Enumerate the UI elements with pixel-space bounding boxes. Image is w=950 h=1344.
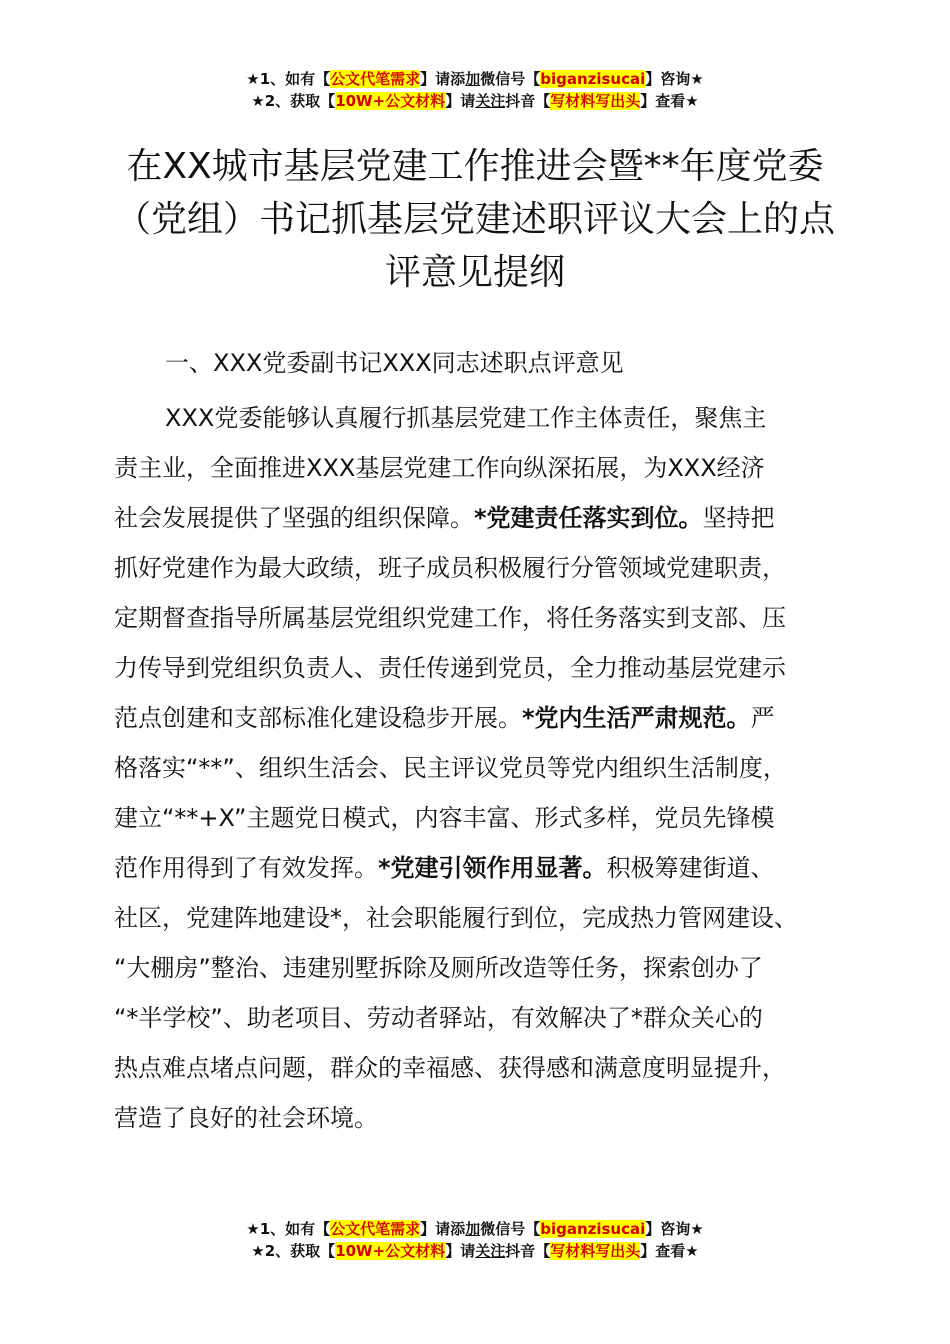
banner-text: ★1、如有【 (246, 70, 331, 88)
banner-line-2 (0, 1240, 950, 1262)
banner-text: 抖音【 (505, 1242, 551, 1260)
banner-line-1 (0, 1218, 950, 1240)
text-run: 坚持把 (702, 504, 775, 532)
banner-douyin-id: 写材料写出头 (550, 92, 641, 110)
title-line: （党组）书记抓基层党建述职评议大会上的点 (114, 199, 835, 240)
banner-underlined: 加 (465, 1220, 481, 1238)
banner-text: ★2、获取【 (251, 92, 336, 110)
section-heading: 一、XXX党委副书记XXX同志述职点评意见 (165, 349, 624, 377)
banner-underlined: 加 (465, 70, 481, 88)
banner-highlight: 公文代笔需求 (330, 1220, 421, 1238)
text-run: 积极筹建街道、 (606, 854, 775, 882)
body-text (114, 393, 854, 1143)
paragraph-line: 力传导到党组织负责人、责任传递到党员，全力推动基层党建示 (114, 654, 786, 682)
banner-highlight: 10W+公文材料 (335, 92, 446, 110)
banner-text: 微信号【 (480, 1220, 541, 1238)
banner-wechat-id: biganzisucai (540, 1220, 646, 1238)
text-run: 社会发展提供了坚强的组织保障。 (114, 504, 474, 532)
paragraph-line: 抓好党建作为最大政绩，班子成员积极履行分管领域党建职责， (114, 554, 786, 582)
text-run: 严 (750, 704, 775, 732)
banner-highlight: 公文代笔需求 (330, 70, 421, 88)
top-banner (0, 68, 950, 112)
banner-underlined: 关注 (475, 92, 506, 110)
banner-text: 】咨询★ (645, 1220, 704, 1238)
paragraph-line: 定期督查指导所属基层党组织党建工作，将任务落实到支部、压 (114, 604, 786, 632)
banner-highlight: 10W+公文材料 (335, 1242, 446, 1260)
banner-wechat-id: biganzisucai (540, 70, 646, 88)
paragraph-line (114, 693, 854, 743)
banner-text: 】请添 (420, 70, 466, 88)
bottom-banner (0, 1218, 950, 1262)
text-run: 范点创建和支部标准化建设稳步开展。 (114, 704, 522, 732)
paragraph-line: 建立“**+X”主题党日模式，内容丰富、形式多样，党员先锋模 (114, 804, 775, 832)
banner-underlined: 关注 (475, 1242, 506, 1260)
paragraph-line: XXX党委能够认真履行抓基层党建工作主体责任，聚焦主 (165, 404, 767, 432)
paragraph-line: 热点难点堵点问题，群众的幸福感、获得感和满意度明显提升， (114, 1054, 786, 1082)
banner-text: 】查看★ (640, 1242, 699, 1260)
paragraph-line (114, 843, 854, 893)
banner-line-1 (0, 68, 950, 90)
paragraph-line: 责主业，全面推进XXX基层党建工作向纵深拓展，为XXX经济 (114, 454, 765, 482)
banner-text: 】查看★ (640, 92, 699, 110)
banner-text: 】请 (445, 92, 476, 110)
banner-text: 】请 (445, 1242, 476, 1260)
banner-text: 】请添 (420, 1220, 466, 1238)
document-title (95, 140, 855, 299)
bold-subheading: *党建引领作用显著。 (378, 854, 607, 882)
paragraph-line: 社区，党建阵地建设*，社会职能履行到位，完成热力管网建设、 (114, 904, 798, 932)
banner-douyin-id: 写材料写出头 (550, 1242, 641, 1260)
banner-text: 】咨询★ (645, 70, 704, 88)
banner-text: ★2、获取【 (251, 1242, 336, 1260)
banner-text: ★1、如有【 (246, 1220, 331, 1238)
paragraph-line (114, 493, 854, 543)
banner-line-2 (0, 90, 950, 112)
paragraph-line: 格落实“**”、组织生活会、民主评议党员等党内组织生活制度， (114, 754, 787, 782)
bold-subheading: *党内生活严肃规范。 (522, 704, 751, 732)
title-line: 在XX城市基层党建工作推进会暨**年度党委 (126, 146, 824, 187)
banner-text: 微信号【 (480, 70, 541, 88)
bold-subheading: *党建责任落实到位。 (474, 504, 703, 532)
text-run: 范作用得到了有效发挥。 (114, 854, 378, 882)
paragraph-line: 营造了良好的社会环境。 (114, 1104, 378, 1132)
banner-text: 抖音【 (505, 92, 551, 110)
paragraph-line: “*半学校”、助老项目、劳动者驿站，有效解决了*群众关心的 (114, 1004, 763, 1032)
paragraph-line: “大棚房”整治、违建别墅拆除及厕所改造等任务，探索创办了 (114, 954, 763, 982)
title-line: 评意见提纲 (384, 252, 565, 293)
